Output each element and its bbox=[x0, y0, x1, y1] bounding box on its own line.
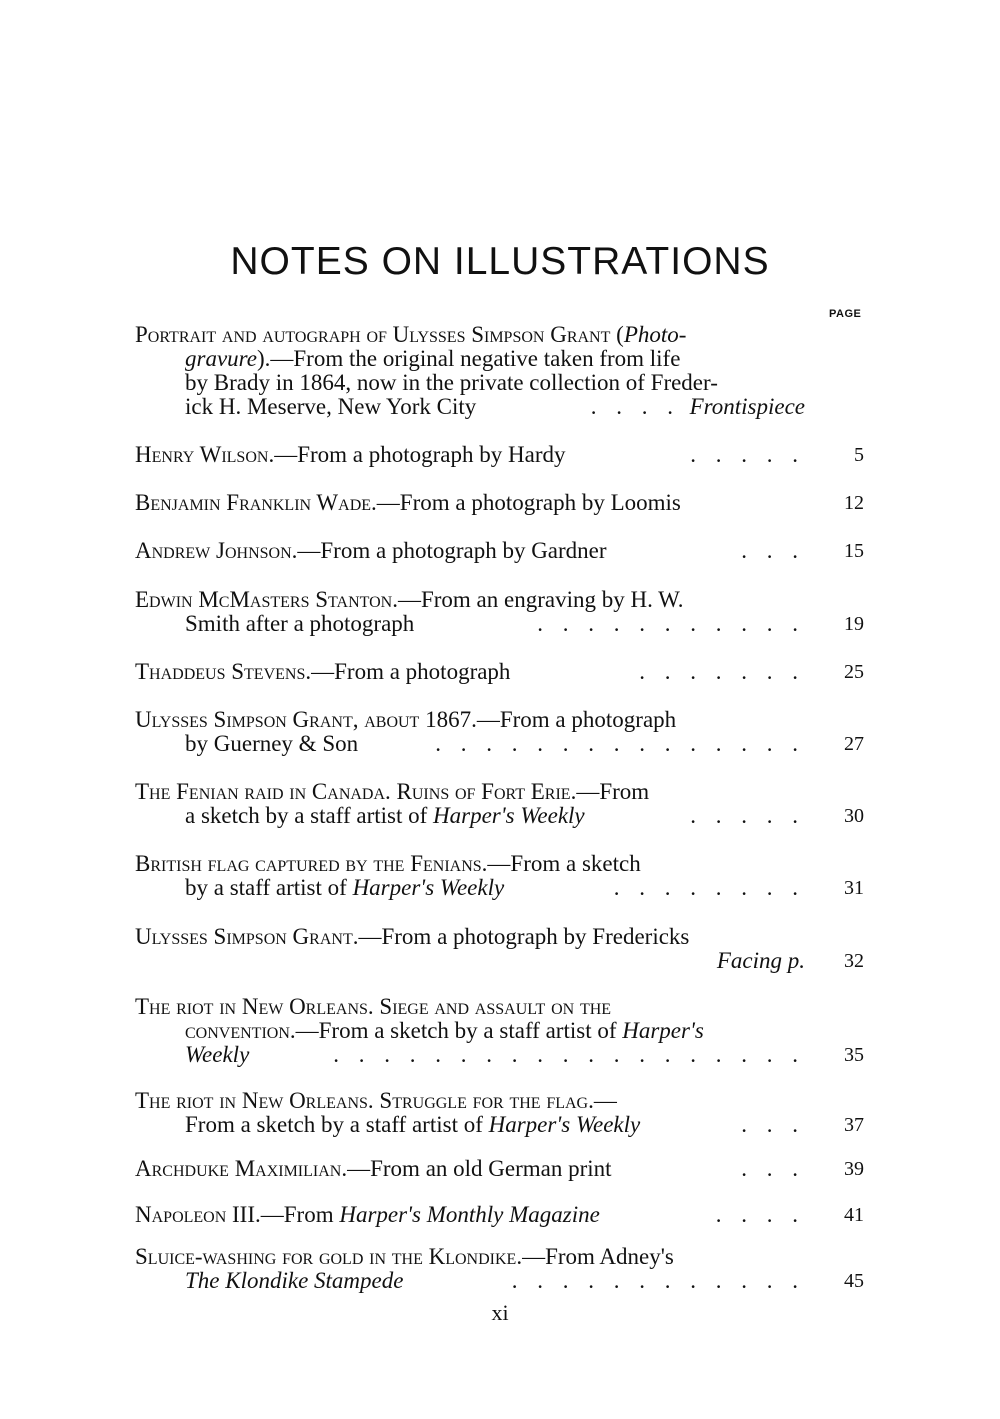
illustration-entry-thaddeus-stevens bbox=[135, 660, 870, 684]
entry-text: by a staff artist of bbox=[185, 875, 353, 900]
entry-location: Facing p. bbox=[716, 948, 805, 973]
entry-text: ( bbox=[610, 322, 624, 347]
entry-text: .—From a photograph by Fredericks bbox=[352, 924, 690, 949]
entry-heading: The Fenian raid in Canada. Ruins of Fort Erie bbox=[135, 779, 571, 804]
illustration-entry-edwin-stanton bbox=[135, 588, 870, 636]
leader-dots: . . . . . . . . . . . . . . . bbox=[435, 731, 805, 756]
leader-dots: . . . . . bbox=[690, 442, 805, 467]
footer-page-number: xi bbox=[491, 1300, 509, 1325]
entry-heading: Portrait and autograph of Ulysses Simpson Grant bbox=[135, 322, 611, 347]
entry-text: by Brady in 1864, now in the private collection of Freder- bbox=[185, 370, 718, 395]
page-number: 37 bbox=[844, 1114, 864, 1136]
illustration-entry-riot-siege bbox=[135, 995, 870, 1067]
page-number: 12 bbox=[844, 492, 864, 514]
entry-text: Smith after a photograph bbox=[185, 611, 415, 636]
page-column-label: PAGE bbox=[829, 308, 862, 320]
page-number: 39 bbox=[844, 1158, 864, 1180]
entry-heading: Benjamin Franklin Wade bbox=[135, 490, 372, 515]
page-number: 41 bbox=[844, 1204, 864, 1226]
illustration-entry-maximilian bbox=[135, 1157, 870, 1181]
entry-heading: The riot in New Orleans. Siege and assault on the bbox=[135, 994, 612, 1019]
page-number: 15 bbox=[844, 540, 864, 562]
leader-dots: . . . . . . . bbox=[639, 659, 805, 684]
entry-heading: Archduke Maximilian bbox=[135, 1156, 342, 1181]
entry-heading: British flag captured by the Fenians bbox=[135, 851, 482, 876]
entry-text: .—From bbox=[255, 1202, 340, 1227]
leader-dots: . . . bbox=[741, 538, 805, 563]
leader-dots: . . . . . . . . . . . . . . . . . . . bbox=[333, 1042, 805, 1067]
entry-heading: Andrew Johnson bbox=[135, 538, 292, 563]
entry-text: From a sketch by a staff artist of bbox=[185, 1112, 489, 1137]
page-number: 45 bbox=[844, 1270, 864, 1292]
illustration-entry-sluice-washing bbox=[135, 1245, 870, 1293]
illustration-entry-andrew-johnson bbox=[135, 539, 870, 563]
entry-italic: Harper's Weekly bbox=[352, 875, 505, 900]
entry-heading: Thaddeus Stevens bbox=[135, 659, 306, 684]
illustration-entry-portrait bbox=[135, 323, 870, 419]
entry-heading: Ulysses Simpson Grant bbox=[135, 924, 353, 949]
entry-italic: Weekly bbox=[185, 1042, 250, 1067]
entry-text: ).—From the original negative taken from life bbox=[256, 346, 681, 371]
entry-heading: The riot in New Orleans. Struggle for the flag bbox=[135, 1088, 589, 1113]
entry-heading: Sluice-washing for gold in the Klondike bbox=[135, 1244, 517, 1269]
entry-text: .—From Adney's bbox=[516, 1244, 674, 1269]
entry-text: .—From a photograph by Hardy bbox=[268, 442, 566, 467]
entry-text: .—From a photograph by Gardner bbox=[291, 538, 607, 563]
illustration-entry-grant-1867 bbox=[135, 708, 870, 756]
entry-text: .—From bbox=[570, 779, 650, 804]
illustration-entry-napoleon bbox=[135, 1203, 870, 1227]
illustration-entry-benjamin-wade bbox=[135, 491, 870, 515]
entry-text: a sketch by a staff artist of bbox=[185, 803, 434, 828]
entry-heading: convention bbox=[185, 1018, 290, 1043]
illustration-entry-fenian-raid bbox=[135, 780, 870, 828]
entry-text: .—From a photograph by Loomis bbox=[371, 490, 681, 515]
page-number: 30 bbox=[844, 805, 864, 827]
entry-italic: Harper's bbox=[622, 1018, 704, 1043]
entry-text: .—From an old German print bbox=[341, 1156, 612, 1181]
entry-heading: Napoleon III bbox=[135, 1202, 256, 1227]
entry-italic: Harper's Weekly bbox=[433, 803, 585, 828]
page-number: 31 bbox=[844, 877, 864, 899]
entry-text: .— bbox=[588, 1088, 617, 1113]
entry-text: .—From a sketch bbox=[481, 851, 641, 876]
entry-italic: gravure bbox=[185, 346, 257, 371]
leader-dots: . . . . . . . . . . . bbox=[537, 611, 805, 636]
entry-italic: Harper's Monthly Magazine bbox=[339, 1202, 600, 1227]
entry-text: .—From a photograph bbox=[471, 707, 677, 732]
page-title: NOTES ON ILLUSTRATIONS bbox=[230, 240, 770, 283]
leader-dots: . . . . . bbox=[690, 803, 805, 828]
illustration-entry-british-flag bbox=[135, 852, 870, 900]
leader-dots: . . . . . . . . bbox=[613, 875, 805, 900]
page-number: 35 bbox=[844, 1044, 864, 1066]
leader-dots: . . . . . . . . . . . . bbox=[511, 1268, 805, 1293]
page-number: 19 bbox=[844, 613, 864, 635]
entry-heading: Henry Wilson bbox=[135, 442, 269, 467]
illustration-entry-grant-fredericks bbox=[135, 925, 870, 973]
entry-heading: Edwin McMasters Stanton bbox=[135, 587, 393, 612]
leader-dots: . . . bbox=[741, 1112, 805, 1137]
entry-italic: Harper's Weekly bbox=[488, 1112, 641, 1137]
entry-text: .—From an engraving by H. W. bbox=[392, 587, 684, 612]
entry-text: by Guerney & Son bbox=[185, 731, 359, 756]
entry-text: .—From a sketch by a staff artist of bbox=[289, 1018, 623, 1043]
entry-text: ick H. Meserve, New York City bbox=[185, 394, 477, 419]
leader-dots: . . . . bbox=[715, 1202, 805, 1227]
entry-text: .—From a photograph bbox=[305, 659, 511, 684]
leader-dots: . . . . bbox=[590, 394, 680, 419]
illustration-entry-riot-struggle bbox=[135, 1089, 870, 1137]
page-number: 32 bbox=[844, 950, 864, 972]
entry-heading: Ulysses Simpson Grant, about 1867 bbox=[135, 707, 472, 732]
page-number: 25 bbox=[844, 661, 864, 683]
leader-dots: . . . bbox=[741, 1156, 805, 1181]
illustration-entry-henry-wilson bbox=[135, 443, 870, 467]
page-number: 5 bbox=[854, 444, 864, 466]
page-number: 27 bbox=[844, 733, 864, 755]
entry-italic: Photo- bbox=[623, 322, 687, 347]
entry-italic: The Klondike Stampede bbox=[185, 1268, 404, 1293]
entry-location: Frontispiece bbox=[689, 394, 805, 419]
